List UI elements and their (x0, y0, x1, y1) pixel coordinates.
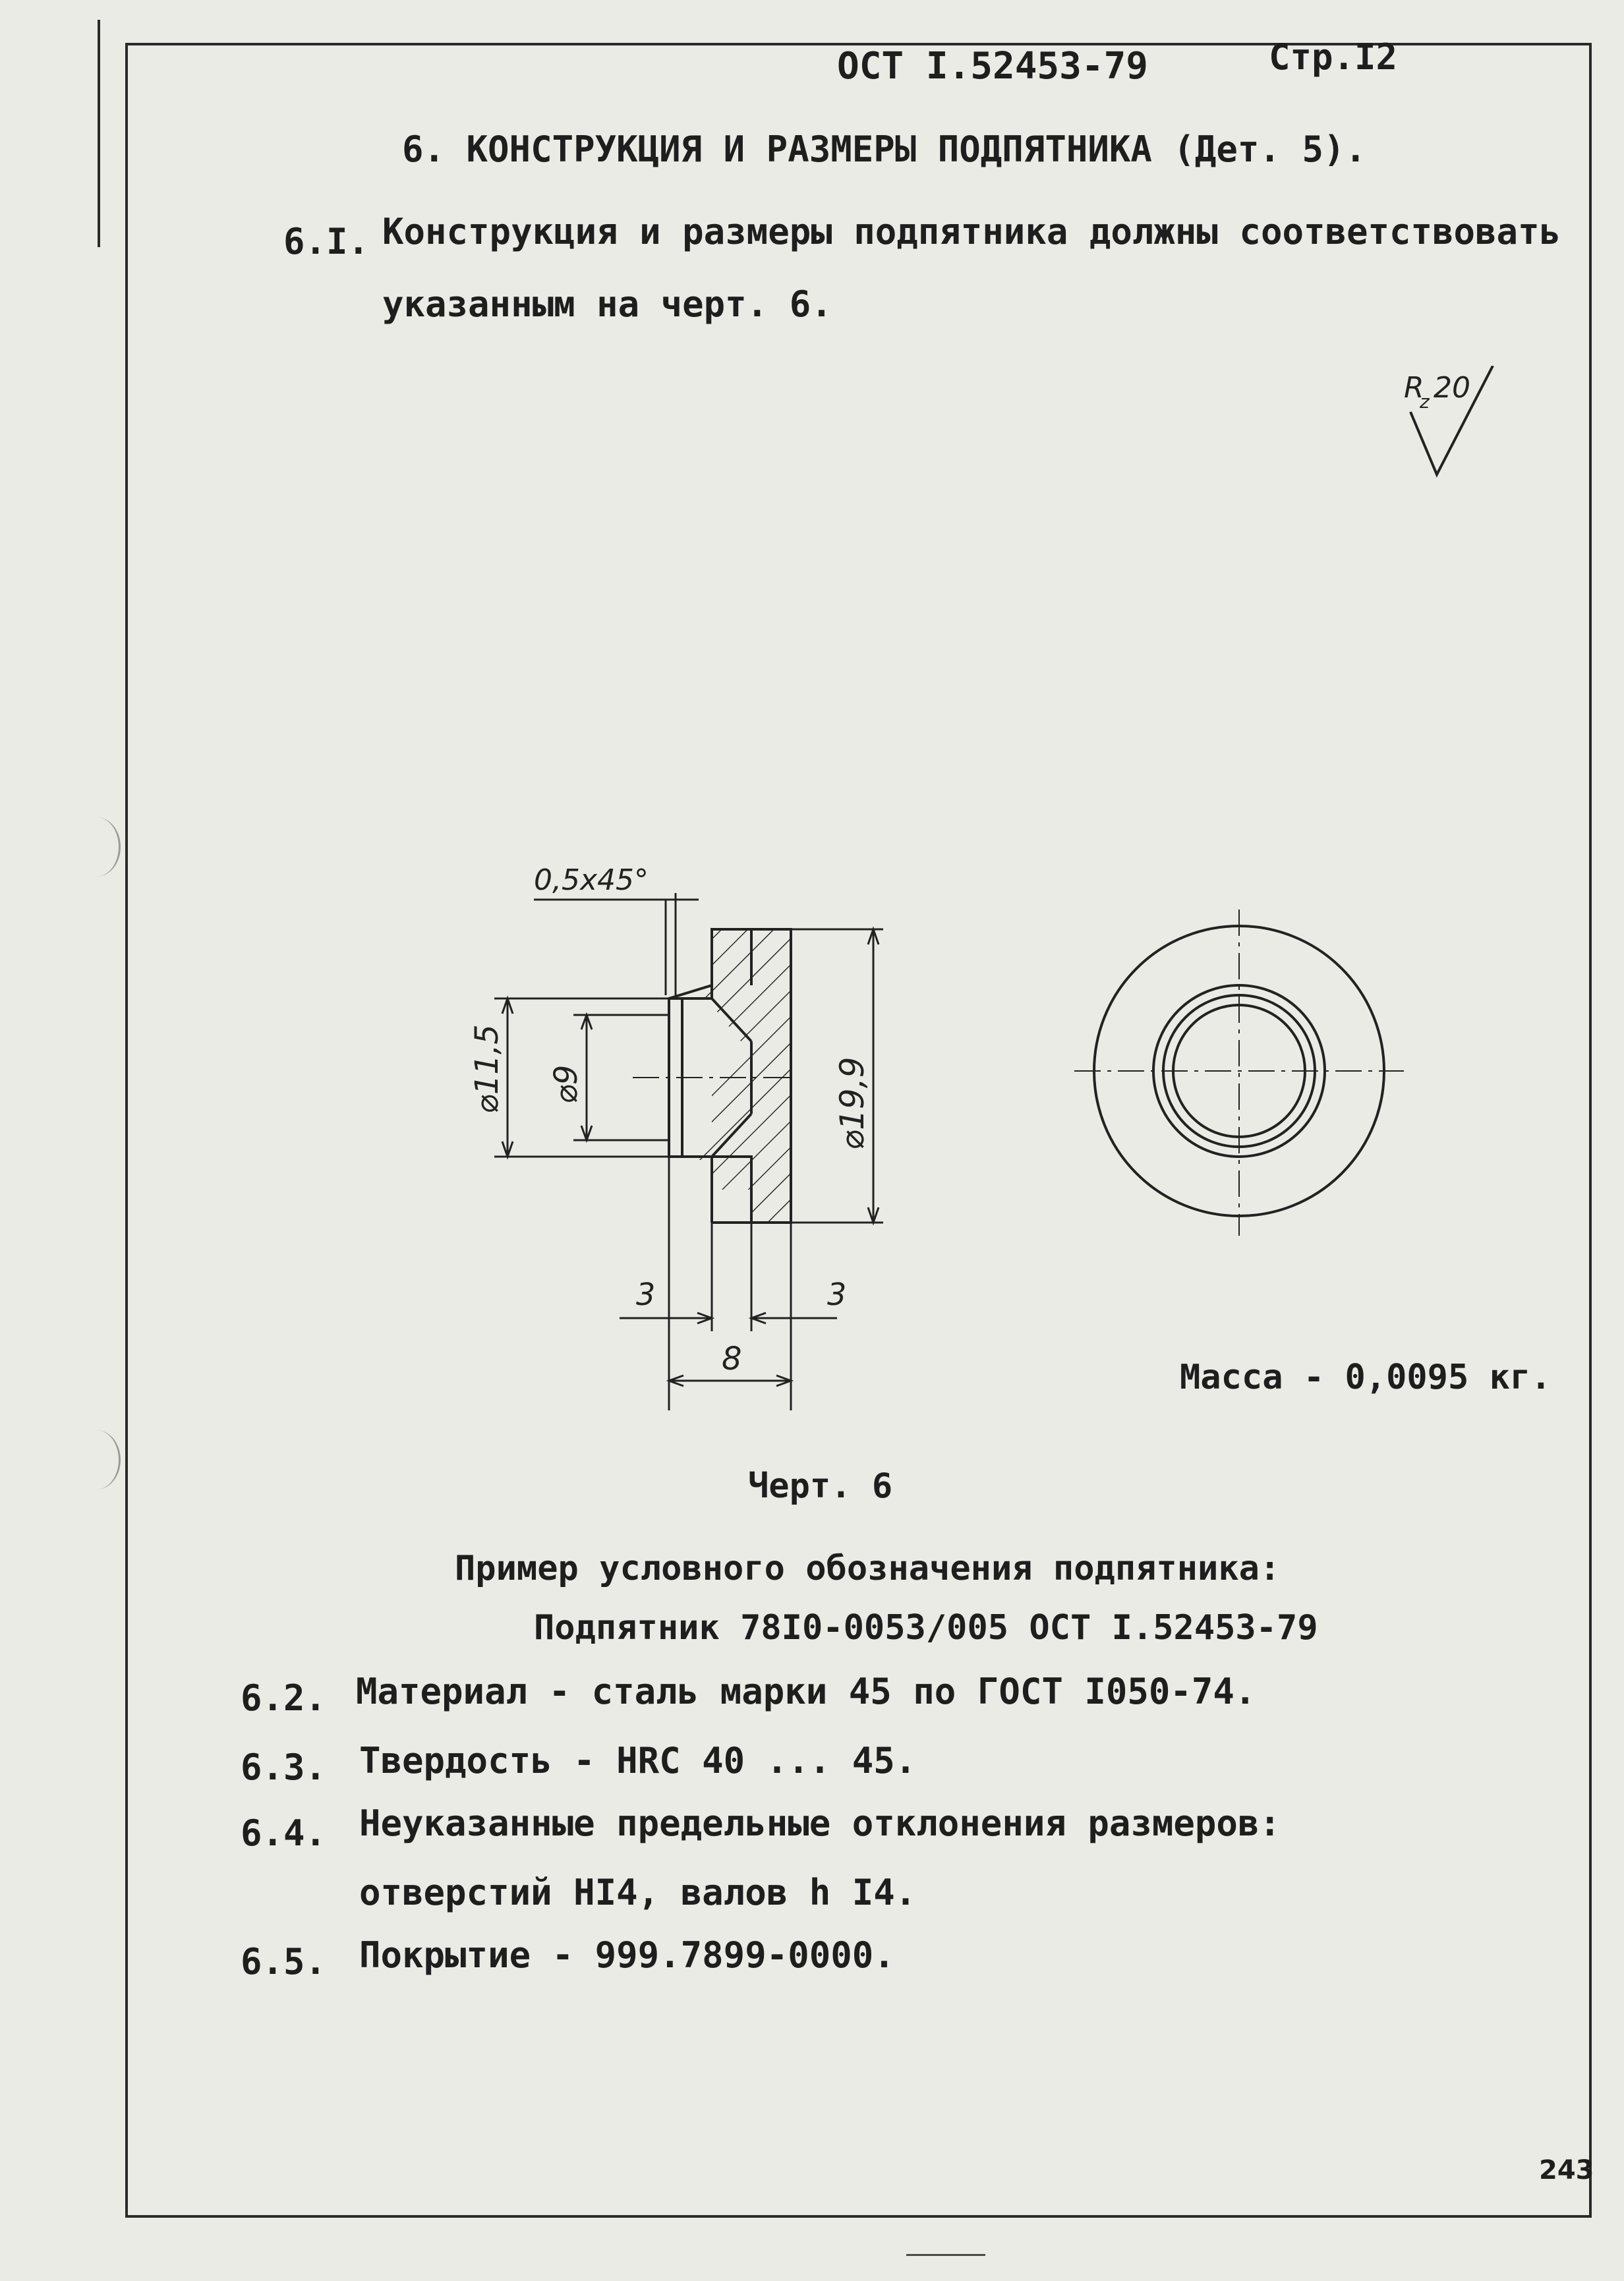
clause-text-line: указанным на черт. 6. (382, 283, 832, 325)
roughness-subscript: z (1420, 391, 1430, 413)
clause-text: Покрытие - 999.7899-0000. (359, 1934, 895, 1976)
technical-drawing (422, 837, 1595, 1430)
example-designation: Подпятник 78I0-0053/005 ОСТ I.52453-79 (534, 1608, 1318, 1648)
dim-outer-bore: ⌀11,5 (469, 1024, 506, 1114)
dim-right-width: 3 (827, 1277, 847, 1312)
dim-total-length: 8 (722, 1341, 742, 1377)
dim-left-width: 3 (636, 1277, 656, 1312)
sheet-number: 243 (1539, 2155, 1594, 2185)
clause-text-line: Конструкция и размеры подпятника должны соответствовать (382, 211, 1561, 252)
clause-number: 6.I. (283, 221, 370, 262)
roughness-letter: R (1404, 371, 1424, 405)
clause-text: отверстий HI4, валов h I4. (359, 1872, 917, 1913)
clause-text: Неуказанные предельные отклонения размеров: (359, 1803, 1281, 1844)
page-reference: Стр.I2 (1269, 36, 1398, 78)
punch-hole-mark (72, 1430, 121, 1489)
document-code: ОСТ I.52453-79 (837, 45, 1149, 88)
figure-caption: Черт. 6 (748, 1466, 893, 1506)
mass-value: Масса - 0,0095 кг. (1180, 1358, 1552, 1397)
clause-text: Материал - сталь марки 45 по ГОСТ I050-74. (356, 1671, 1256, 1712)
clause-number: 6.3. (241, 1747, 327, 1788)
punch-hole-mark (72, 817, 121, 877)
roughness-value: 20 (1434, 371, 1470, 405)
dim-flange: ⌀19,9 (833, 1056, 871, 1150)
bottom-mark (906, 2254, 985, 2256)
binding-line (98, 20, 100, 247)
clause-text: Твердость - HRC 40 ... 45. (359, 1740, 917, 1781)
clause-number: 6.5. (241, 1941, 327, 1982)
clause-number: 6.4. (241, 1812, 327, 1854)
section-hatch-area (685, 929, 791, 1223)
section-title: 6. КОНСТРУКЦИЯ И РАЗМЕРЫ ПОДПЯТНИКА (Дет. 5). (402, 129, 1366, 170)
chamfer-label: 0,5x45° (534, 863, 649, 897)
example-heading: Пример условного обозначения подпятника: (455, 1549, 1281, 1588)
clause-number: 6.2. (241, 1677, 327, 1719)
dim-inner-bore: ⌀9 (548, 1064, 585, 1104)
roughness-symbol (1397, 366, 1496, 484)
